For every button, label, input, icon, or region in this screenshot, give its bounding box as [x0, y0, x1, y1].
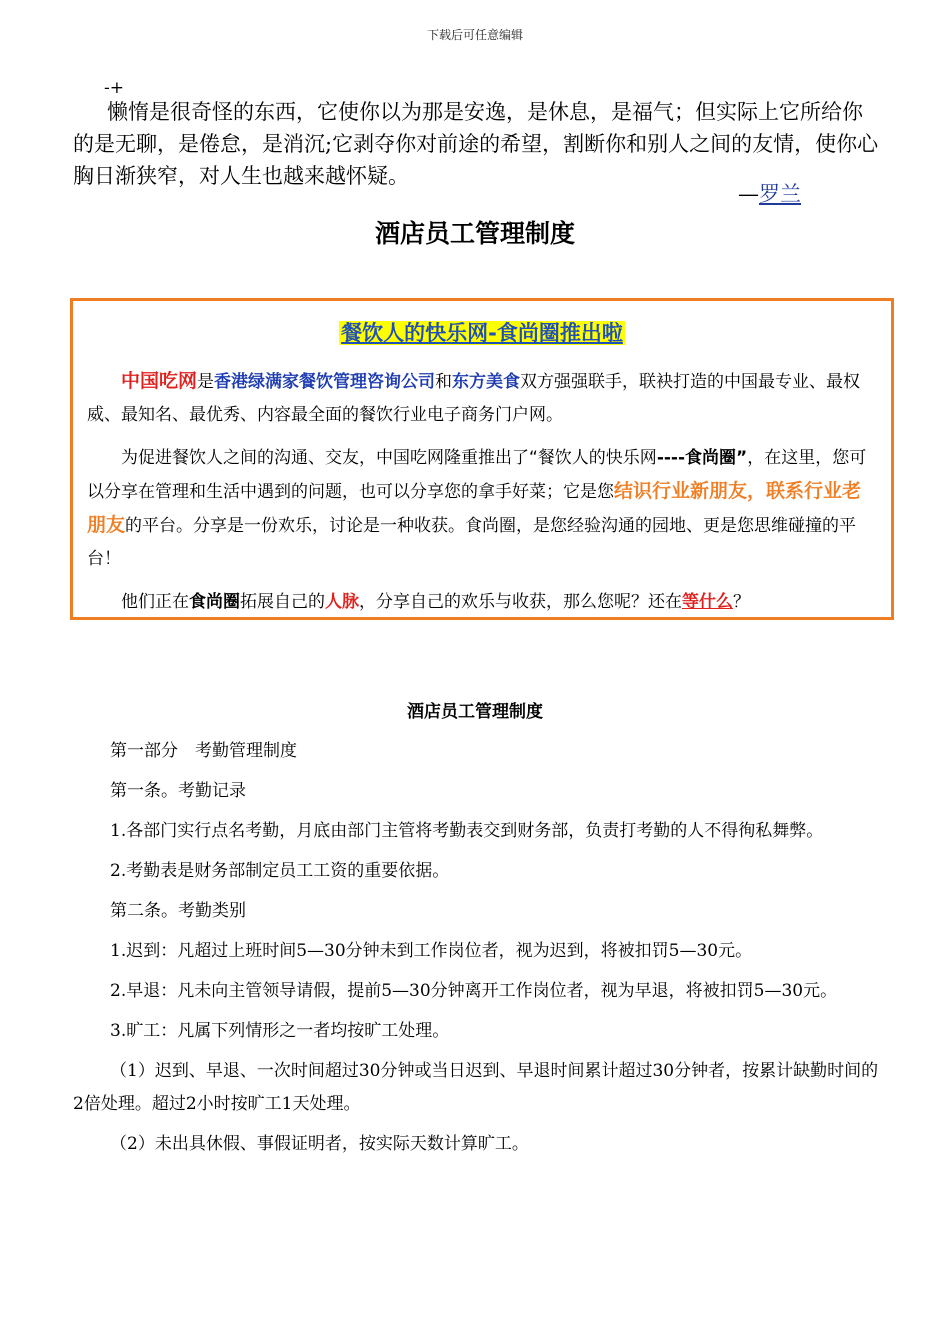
company-name: 香港绿满家餐饮管理咨询公司	[214, 372, 436, 392]
promo-title	[87, 317, 877, 347]
quote-rest: 所给你的是无聊，是倦怠，是消沉;它剥夺你对前途的希望，割断你和别人之间的友情，使你心胸日渐狭窄，对人生也越来越怀疑。	[73, 100, 879, 188]
promo-box	[70, 298, 894, 620]
p3-red-1: 人脉	[325, 592, 359, 612]
quote-dash: —	[738, 182, 759, 206]
promo-title-link[interactable]: 餐饮人的快乐网-食尚圈推出啦	[341, 321, 623, 345]
body-paragraph: 1.各部门实行点名考勤，月底由部门主管将考勤表交到财务部，负责打考勤的人不得徇私舞弊。	[110, 821, 824, 841]
body-paragraph: 3.旷工：凡属下列情形之一者均按旷工处理。	[110, 1021, 450, 1041]
brand-name: 中国吃网	[121, 370, 198, 392]
body-paragraph: （2）未出具休假、事假证明者，按实际天数计算旷工。	[110, 1134, 529, 1154]
quote-author	[738, 178, 801, 208]
p3-bold-1: 食尚圈	[189, 592, 240, 612]
promo-paragraph-3	[87, 586, 877, 619]
section-title: 酒店员工管理制度	[407, 702, 543, 722]
body-paragraph: 第一部分 考勤管理制度	[110, 741, 297, 761]
main-title: 酒店员工管理制度	[374, 219, 575, 248]
p3-text-4: ？	[733, 592, 750, 612]
body-paragraph: （1）迟到、早退、一次时间超过30分钟或当日迟到、早退时间累计超过30分钟者，按累计缺勤时间的2倍处理。超过2小时按旷工1天处理。	[73, 1061, 879, 1114]
p1-text-3: 双方强强联手，联袂打造的中国最专业、最权威、最知名、最优秀、内容最全面的餐饮行业电子商务门户网。	[87, 372, 861, 425]
promo-paragraph-2	[87, 442, 877, 576]
author-link[interactable]: 罗兰	[759, 182, 801, 206]
body-paragraph: 2.考勤表是财务部制定员工工资的重要依据。	[110, 861, 450, 881]
p1-text-2: 和	[435, 372, 453, 392]
p2-text-2: ，在这里，您可以分享在管理和生活中遇到的问题，也可以分享您的拿手好菜；它是您	[87, 448, 867, 502]
p3-link[interactable]: 等什么	[682, 592, 733, 612]
quote-mark: -+	[104, 78, 124, 98]
p2-highlight: 结识行业新朋友，联系行业老朋友	[87, 480, 862, 536]
p2-text-1: 为促进餐饮人之间的沟通、交友，中国吃网隆重推出了“餐饮人的快乐网	[121, 448, 657, 468]
header-note: 下载后可任意编辑	[426, 28, 523, 42]
partner-name: 东方美食	[452, 372, 521, 392]
p3-text-1: 他们正在	[121, 592, 189, 612]
document-body	[73, 735, 881, 1168]
p3-text-2: 拓展自己的	[240, 592, 325, 612]
p2-text-3: 的平台。分享是一份欢乐，讨论是一种收获。食尚圈，是您经验沟通的园地、更是您思维碰撞的平台！	[87, 516, 857, 569]
body-paragraph: 第二条。考勤类别	[110, 901, 246, 921]
body-paragraph: 第一条。考勤记录	[110, 781, 246, 801]
quote-line1: 懒惰是很奇怪的东西，它使你以为那是安逸，是休息，是福气；但实际上它	[107, 100, 800, 124]
p1-text-1: 是	[197, 372, 215, 392]
p2-bold-1: ----食尚圈”	[656, 448, 748, 468]
p3-text-3: ，分享自己的欢乐与收获，那么您呢？还在	[359, 592, 682, 612]
body-paragraph: 2.早退：凡未向主管领导请假，提前5—30分钟离开工作岗位者，视为早退，将被扣罚5—30元。	[110, 981, 838, 1001]
body-paragraph: 1.迟到：凡超过上班时间5—30分钟未到工作岗位者，视为迟到，将被扣罚5—30元。	[110, 941, 753, 961]
promo-paragraph-1	[87, 365, 877, 432]
